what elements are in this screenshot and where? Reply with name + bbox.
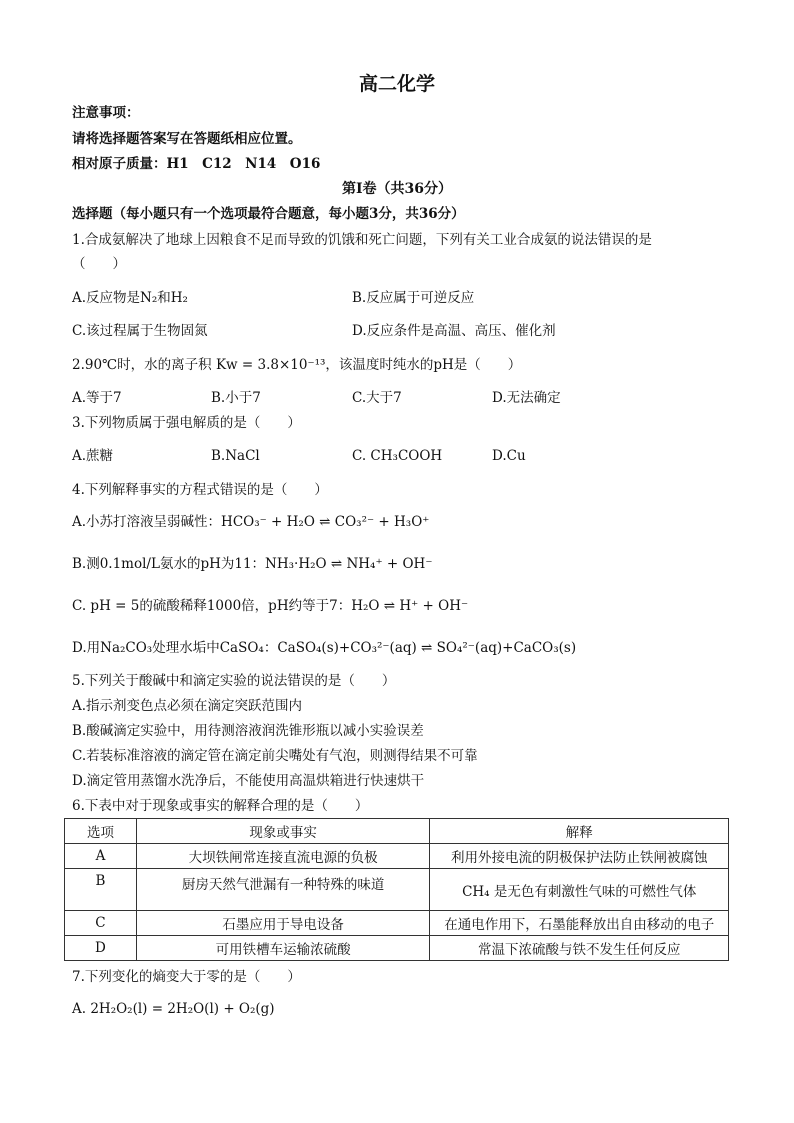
question-2-stem: 2.90℃时，水的离子积 Kw = 3.8×10⁻¹³，该温度时纯水的pH是（ ）	[72, 357, 522, 373]
question-2-option-b: B.小于7	[211, 390, 261, 406]
table-cell-explanation: 在通电作用下，石墨能释放出自由移动的电子	[430, 911, 729, 936]
question-1-option-b: B.反应属于可逆反应	[352, 290, 475, 306]
table-row	[65, 869, 729, 911]
question-3-option-b: B.NaCl	[211, 448, 260, 464]
table-cell-option: A	[65, 844, 137, 869]
question-1-option-d: D.反应条件是高温、高压、催化剂	[352, 323, 556, 339]
question-5-option-c: C.若装标准溶液的滴定管在滴定前尖嘴处有气泡，则测得结果不可靠	[72, 748, 478, 764]
question-7-stem: 7.下列变化的熵变大于零的是（ ）	[72, 969, 301, 985]
table-cell-option: B	[65, 869, 137, 911]
table-cell-phenomenon: 厨房天然气泄漏有一种特殊的味道	[136, 869, 430, 911]
table-header-option: 选项	[65, 819, 137, 844]
table-cell-phenomenon: 大坝铁闸常连接直流电源的负极	[136, 844, 430, 869]
question-3-stem: 3.下列物质属于强电解质的是（ ）	[72, 415, 301, 431]
explanation-table	[64, 818, 729, 961]
question-2-option-d: D.无法确定	[492, 390, 561, 406]
question-2-option-c: C.大于7	[352, 390, 402, 406]
table-header-row	[65, 819, 729, 844]
question-1-option-a: A.反应物是N₂和H₂	[72, 290, 188, 306]
question-3-option-c: C. CH₃COOH	[352, 448, 443, 464]
question-4-option-c: C. pH = 5的硫酸稀释1000倍，pH约等于7：H₂O ⇌ H⁺ + OH⁻	[72, 598, 469, 614]
question-5-option-b: B.酸碱滴定实验中，用待测溶液润洗锥形瓶以减小实验误差	[72, 723, 424, 739]
question-2-option-a: A.等于7	[72, 390, 122, 406]
question-1-option-c: C.该过程属于生物固氮	[72, 323, 208, 339]
question-5-option-a: A.指示剂变色点必须在滴定突跃范围内	[72, 698, 303, 714]
section-instruction: 选择题（每小题只有一个选项最符合题意，每小题3分，共36分）	[72, 206, 465, 222]
question-4-option-b: B.测0.1mol/L氨水的pH为11：NH₃·H₂O ⇌ NH₄⁺ + OH⁻	[72, 556, 433, 572]
table-cell-phenomenon: 可用铁槽车运输浓硫酸	[136, 936, 430, 961]
table-cell-explanation: 利用外接电流的阴极保护法防止铁闸被腐蚀	[430, 844, 729, 869]
notes-heading: 注意事项：	[72, 105, 140, 121]
table-row	[65, 844, 729, 869]
question-1-blank: （ ）	[72, 256, 126, 272]
table-cell-explanation: 常温下浓硫酸与铁不发生任何反应	[430, 936, 729, 961]
question-3-option-d: D.Cu	[492, 448, 526, 464]
table-cell-option: C	[65, 911, 137, 936]
atomic-masses: 相对原子质量：H1 C12 N14 O16	[72, 156, 321, 172]
question-4-option-d: D.用Na₂CO₃处理水垢中CaSO₄：CaSO₄(s)+CO₃²⁻(aq) ⇌ SO₄²⁻(aq)+CaCO₃(s)	[72, 640, 577, 656]
question-6-stem: 6.下表中对于现象或事实的解释合理的是（ ）	[72, 798, 369, 814]
page-title: 高二化学	[358, 73, 435, 95]
question-4-stem: 4.下列解释事实的方程式错误的是（ ）	[72, 482, 328, 498]
table-cell-option: D	[65, 936, 137, 961]
question-3-option-a: A.蔗糖	[72, 448, 114, 464]
table-row	[65, 936, 729, 961]
table-cell-explanation: CH₄ 是无色有刺激性气味的可燃性气体	[430, 869, 729, 911]
table-row	[65, 911, 729, 936]
table-cell-phenomenon: 石墨应用于导电设备	[136, 911, 430, 936]
question-7-option-a: A. 2H₂O₂(l) = 2H₂O(l) + O₂(g)	[72, 1001, 275, 1017]
question-4-option-a: A.小苏打溶液呈弱碱性：HCO₃⁻ + H₂O ⇌ CO₃²⁻ + H₃O⁺	[72, 514, 430, 530]
section-title: 第Ⅰ卷（共36分）	[341, 181, 453, 197]
question-5-stem: 5.下列关于酸碱中和滴定实验的说法错误的是（ ）	[72, 673, 396, 689]
notes-line-1: 请将选择题答案写在答题纸相应位置。	[72, 131, 302, 147]
table-header-explanation: 解释	[430, 819, 729, 844]
table-header-phenomenon: 现象或事实	[136, 819, 430, 844]
question-5-option-d: D.滴定管用蒸馏水洗净后，不能使用高温烘箱进行快速烘干	[72, 773, 425, 789]
question-1-stem: 1.合成氨解决了地球上因粮食不足而导致的饥饿和死亡问题，下列有关工业合成氨的说法错误的是	[72, 232, 652, 248]
